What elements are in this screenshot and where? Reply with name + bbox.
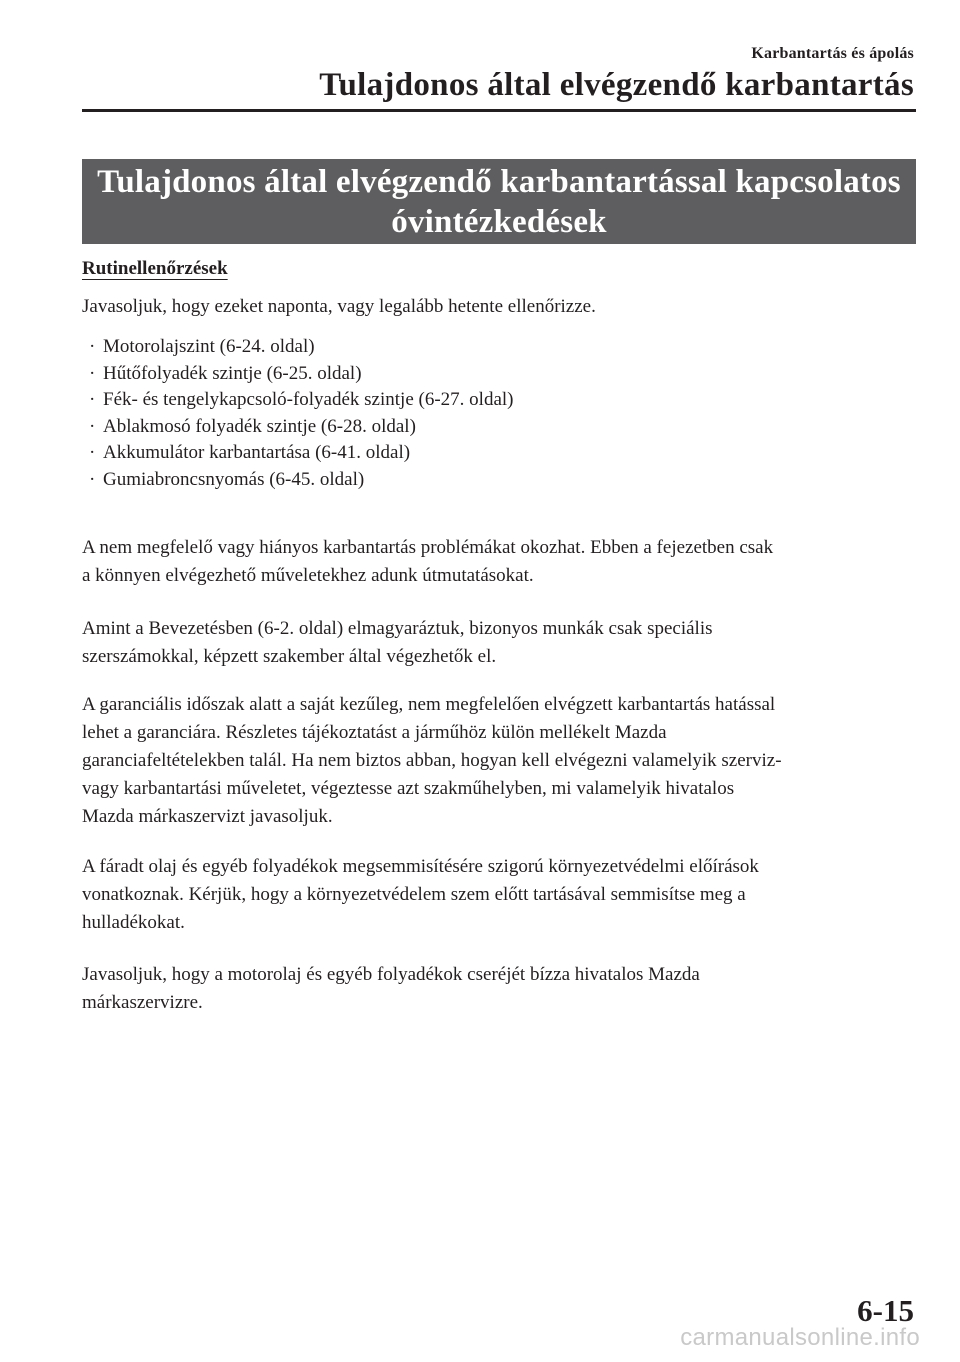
list-item-text: Gumiabroncsnyomás (6-45. oldal): [103, 468, 365, 490]
intro-text: Javasoljuk, hogy ezeket naponta, vagy legalább hetente ellenőrizze.: [82, 296, 596, 317]
list-item-text: Motorolajszint (6-24. oldal): [103, 336, 315, 357]
bullet-icon: ·: [89, 362, 96, 384]
paragraph-line: Javasoljuk, hogy a motorolaj és egyéb folyadékok cseréjét bízza hivatalos Mazda: [82, 964, 700, 985]
paragraph-line: A nem megfelelő vagy hiányos karbantartás problémákat okozhat. Ebben a fejezetben csak: [82, 537, 774, 558]
paragraph-line: hulladékokat.: [82, 912, 185, 933]
list-item-text: Fék- és tengelykapcsoló-folyadék szintje (6-27. oldal): [103, 389, 514, 410]
list-item: [82, 361, 514, 388]
list-item-text: Akkumulátor karbantartása (6-41. oldal): [103, 442, 411, 463]
running-header: [319, 44, 914, 104]
list-item: [82, 467, 514, 494]
paragraph-line: vonatkoznak. Kérjük, hogy a környezetvédelem szem előtt tartásával semmisítse meg a: [82, 884, 746, 905]
list-item-text: Ablakmosó folyadék szintje (6-28. oldal): [103, 415, 416, 437]
header-rule: [82, 109, 916, 112]
section-title: Tulajdonos által elvégzendő karbantartás: [319, 67, 914, 103]
watermark: carmanualsonline.info: [680, 1324, 920, 1351]
paragraph-line: a könnyen elvégezhető műveletekhez adunk útmutatásokat.: [82, 565, 534, 586]
chapter-title: Karbantartás és ápolás: [751, 45, 914, 62]
paragraph-line: Amint a Bevezetésben (6-2. oldal) elmagyaráztuk, bizonyos munkák csak speciális: [82, 618, 713, 639]
page-number: 6-15: [857, 1293, 914, 1328]
bullet-icon: ·: [89, 468, 96, 490]
paragraph-maintenance-warning: [82, 534, 924, 590]
subsection-heading: Rutinellenőrzések: [82, 258, 228, 279]
paragraph-special-tools: [82, 615, 924, 671]
list-item-text: Hűtőfolyadék szintje (6-25. oldal): [103, 362, 362, 384]
list-item: [82, 440, 514, 467]
paragraph-line: szerszámokkal, képzett szakember által végezhetők el.: [82, 646, 497, 667]
bullet-icon: ·: [89, 415, 96, 437]
list-item: [82, 334, 514, 361]
paragraph-line: garanciafeltételekben talál. Ha nem biztos abban, hogyan kell elvégezni valamelyik szerviz-: [82, 750, 782, 771]
topic-banner: [82, 159, 916, 244]
paragraph-line: A garanciális időszak alatt a saját kezűleg, nem megfelelően elvégzett karbantartás hatással: [82, 694, 776, 715]
banner-line-2: óvintézkedések: [391, 204, 607, 240]
bullet-icon: ·: [89, 336, 96, 357]
paragraph-recommendation: [82, 961, 924, 1017]
paragraph-line: vagy karbantartási műveletet, végeztesse azt szakműhelyben, mi valamelyik hivatalos: [82, 778, 735, 799]
paragraph-line: A fáradt olaj és egyéb folyadékok megsemmisítésére szigorú környezetvédelmi előírások: [82, 856, 759, 877]
banner-line-1: Tulajdonos által elvégzendő karbantartással kapcsolatos: [97, 164, 901, 200]
list-item: [82, 387, 514, 414]
paragraph-line: Mazda márkaszervizt javasoljuk.: [82, 806, 333, 827]
check-list: [82, 334, 514, 493]
bullet-icon: ·: [89, 389, 96, 410]
paragraph-line: márkaszervizre.: [82, 992, 203, 1013]
paragraph-disposal: [82, 853, 924, 937]
list-item: [82, 414, 514, 441]
paragraph-line: lehet a garanciára. Részletes tájékoztatást a járműhöz külön mellékelt Mazda: [82, 722, 667, 743]
paragraph-warranty: [82, 691, 924, 831]
bullet-icon: ·: [89, 442, 96, 463]
